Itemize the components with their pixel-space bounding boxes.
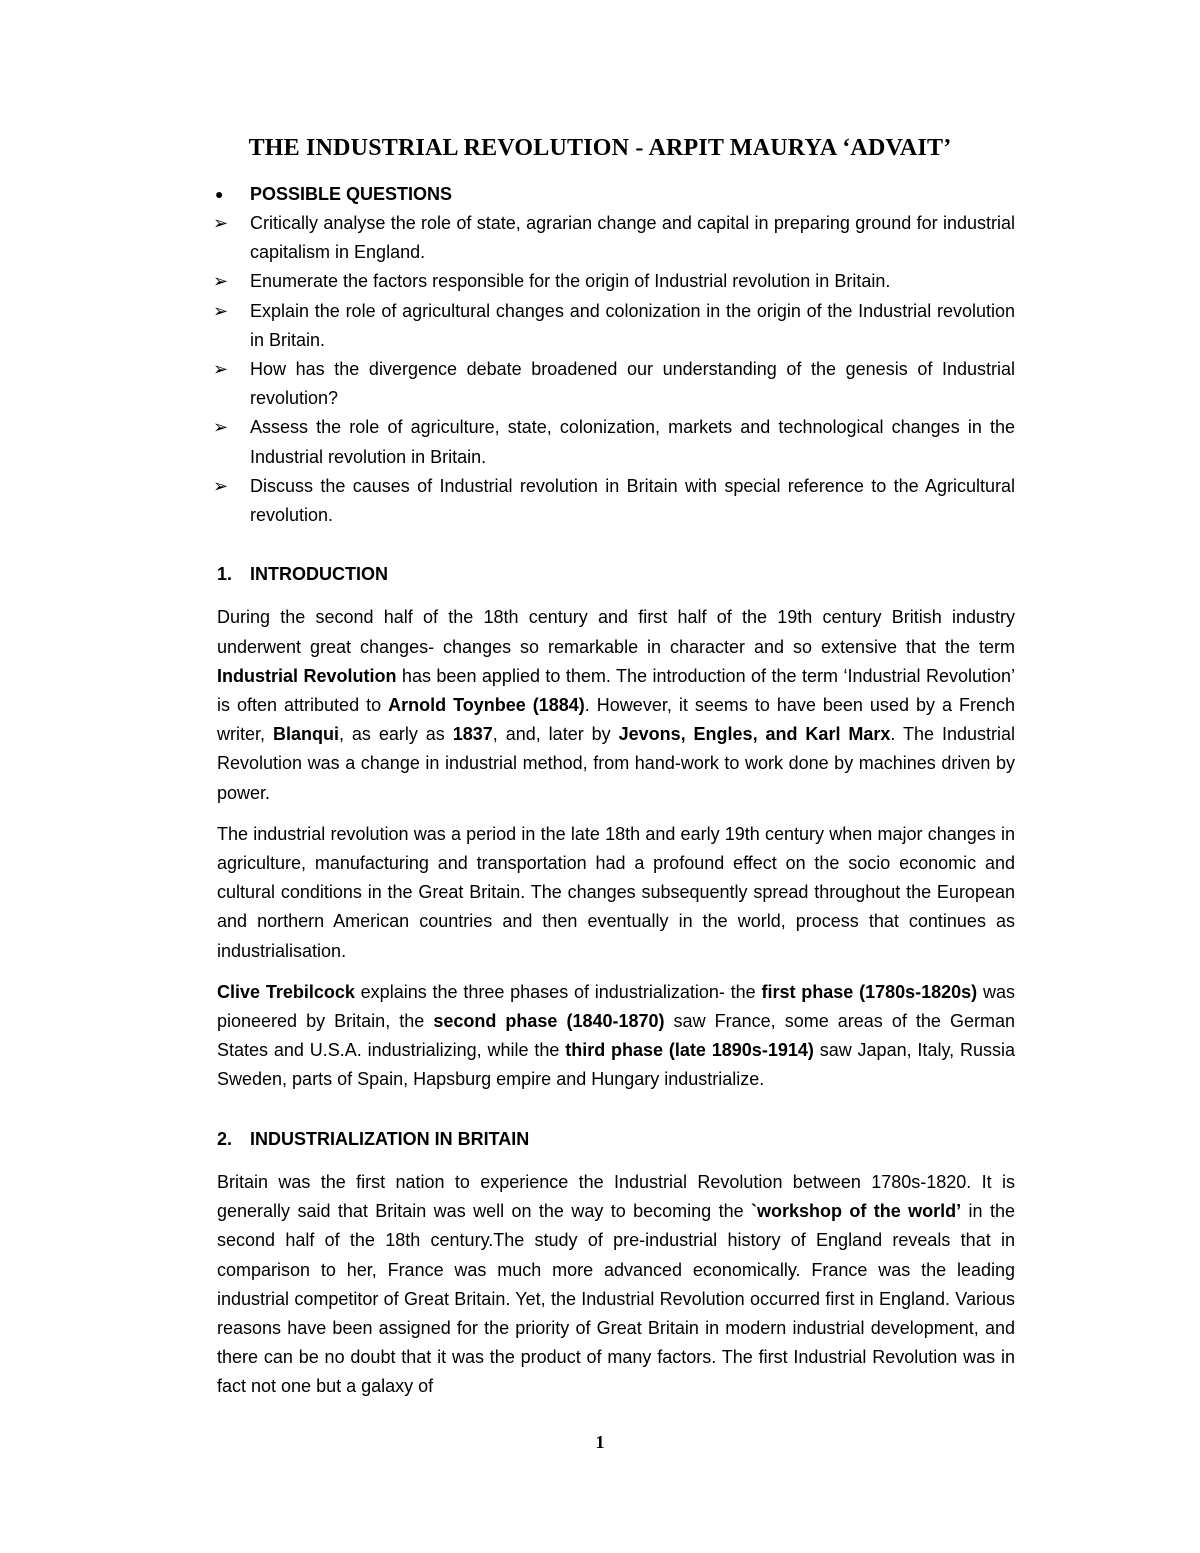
text-run: . However, it seems to have been used by a French writer, [217, 695, 1015, 745]
question-item [213, 355, 1015, 413]
bold-term: Clive Trebilcock [217, 981, 355, 1002]
question-text: Enumerate the factors responsible for the origin of Industrial revolution in Britain. [250, 271, 891, 292]
bold-term: 1837 [452, 724, 493, 745]
section-1-number: 1. [217, 564, 233, 585]
text-run: explains the three phases of industrialization- the [354, 981, 762, 1002]
text-run: , as early as [338, 724, 453, 745]
question-item [213, 267, 1015, 296]
text-run: . The Industrial Revolution was a change in industrial method, from hand-work to work done by machines driven by power. [217, 724, 1016, 803]
text-run: saw France, some areas of the German States and U.S.A. industrializing, while the [217, 1011, 1015, 1061]
arrow-bullet-icon: ➢ [213, 417, 229, 438]
question-item [213, 413, 1015, 471]
text-run: , and, later by [492, 724, 619, 745]
bold-term: third phase (late 1890s-1914) [565, 1040, 814, 1061]
section-2-heading [217, 1125, 1015, 1154]
section-1-heading [217, 560, 1015, 589]
possible-questions-heading [217, 180, 1015, 209]
britain-paragraph-1 [217, 1168, 1015, 1402]
question-text: Explain the role of agricultural changes and colonization in the origin of the Industrial revolution in Britain. [250, 300, 1015, 350]
bullet-icon: ● [215, 186, 224, 202]
section-2-number: 2. [217, 1128, 233, 1149]
arrow-bullet-icon: ➢ [213, 359, 229, 380]
question-text: How has the divergence debate broadened our understanding of the genesis of Industrial revolution? [250, 359, 1015, 409]
document-body [213, 180, 1016, 1414]
text-run: was pioneered by Britain, the [217, 981, 1015, 1032]
arrow-bullet-icon: ➢ [213, 271, 229, 292]
document-title: THE INDUSTRIAL REVOLUTION - ARPIT MAURYA ‘ADVAIT’ [248, 135, 952, 161]
question-item [213, 297, 1015, 355]
bold-term: Jevons, Engles, and Karl Marx [618, 724, 891, 745]
question-item [213, 472, 1015, 530]
arrow-bullet-icon: ➢ [213, 213, 229, 233]
question-text: Assess the role of agriculture, state, colonization, markets and technological changes in the Industrial revolution in Britain. [250, 417, 1015, 467]
bold-term: Industrial Revolution [217, 665, 397, 686]
bold-term: Blanqui [272, 724, 339, 745]
intro-paragraph-1 [217, 603, 1015, 807]
bold-term: Arnold Toynbee (1884) [388, 695, 585, 716]
intro-paragraph-2: The industrial revolution was a period in the late 18th and early 19th century when major changes in agriculture, manufacturing and transportation had a profound effect on the socio economic and cultural conditions in the Great Britain. The changes subsequently spread throughout the European and northern American countries and then eventually in the world, process that continues as industrialisation. [217, 823, 1015, 961]
intro-paragraph-3 [217, 978, 1015, 1095]
possible-questions-label: POSSIBLE QUESTIONS [250, 184, 453, 204]
text-run: During the second half of the 18th century and first half of the 19th century British industry underwent great changes- changes so remarkable in character and so extensive that the term [217, 607, 1015, 657]
question-text: Discuss the causes of Industrial revolution in Britain with special reference to the Agricultural revolution. [250, 475, 1015, 526]
bold-term: second phase (1840-1870) [433, 1011, 665, 1032]
section-2-title: INDUSTRIALIZATION IN BRITAIN [250, 1128, 530, 1149]
arrow-bullet-icon: ➢ [213, 300, 229, 321]
text-run: Britain was the first nation to experience the Industrial Revolution between 1780s-1820. It is generally said that Britain was well on the way to becoming the [217, 1171, 1015, 1222]
question-text: Critically analyse the role of state, agrarian change and capital in preparing ground for industrial capitalism in England. [250, 213, 1015, 263]
text-run: saw Japan, Italy, Russia Sweden, parts of Spain, Hapsburg empire and Hungary industrialize. [217, 1040, 1015, 1090]
text-run: in the second half of the 18th century.The study of pre-industrial history of England reveals that in comparison to her, France was much more advanced economically. France was the leading industrial competitor of Great Britain. Yet, the Industrial Revolution occurred first in England. Various reasons have been assigned for the priority of Great Britain in modern industrial development, and there can be no doubt that it was the product of many factors. The first Industrial Revolution was in fact not one but a galaxy of [217, 1201, 1015, 1397]
questions-list [213, 209, 1015, 530]
text-run: has been applied to them. The introduction of the term ‘Industrial Revolution’ is often attributed to [217, 665, 1015, 716]
bold-term: first phase (1780s-1820s) [761, 981, 978, 1002]
section-1-title: INTRODUCTION [250, 564, 388, 585]
page-number: 1 [595, 1432, 605, 1452]
question-item [213, 209, 1015, 267]
bold-term: `workshop of the world’ [750, 1201, 962, 1222]
arrow-bullet-icon: ➢ [213, 475, 229, 496]
